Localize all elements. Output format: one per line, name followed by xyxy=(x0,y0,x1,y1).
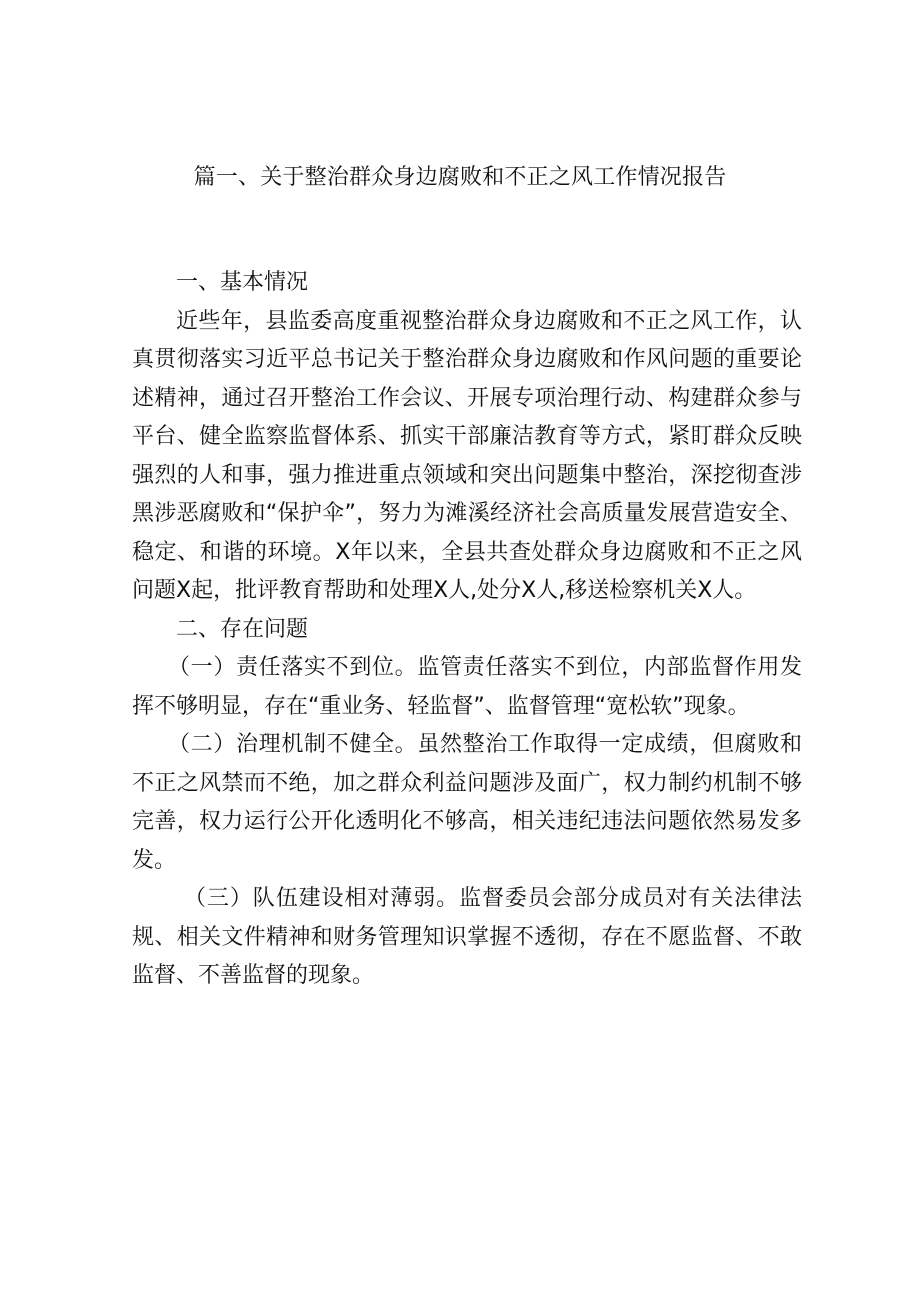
issue-paragraph-1: （一）责任落实不到位。监管责任落实不到位，内部监督作用发挥不够明显，存在“重业务、轻监督”、监督管理“宽松软”现象。 xyxy=(132,655,802,719)
issue-paragraph-3: （三）队伍建设相对薄弱。监督委员会部分成员对有关法律法规、相关文件精神和财务管理知识掌握不透彻，存在不愿监督、不敢监督、不善监督的现象。 xyxy=(132,886,802,988)
section-heading-basic-situation: 一、基本情况 xyxy=(176,270,309,295)
document-title: 篇一、关于整治群众身边腐败和不正之风工作情况报告 xyxy=(193,165,727,190)
document-body xyxy=(132,264,802,996)
section-heading-existing-problems: 二、存在问题 xyxy=(176,616,309,642)
issue-paragraph-2: （二）治理机制不健全。虽然整治工作取得一定成绩，但腐败和不正之风禁而不绝，加之群众利益问题涉及面广，权力制约机制不够完善，权力运行公开化透明化不够高，相关违纪违法问题依然易发多发。 xyxy=(132,732,802,873)
basic-situation-paragraph: 近些年，县监委高度重视整治群众身边腐败和不正之风工作，认真贯彻落实习近平总书记关于整治群众身边腐败和作风问题的重要论述精神，通过召开整治工作会议、开展专项治理行动、构建群众参与平台、健全监察监督体系、抓实干部廉洁教育等方式，紧盯群众反映强烈的人和事，强力推进重点领域和突出问题集中整治，深挖彻查涉黑涉恶腐败和“保护伞”，努力为滩溪经济社会高质量发展营造安全、稳定、和谐的环境。X年以来，全县共查处群众身边腐败和不正之风问题X起，批评教育帮助和处理X人,处分X人,移送检察机关X人。 xyxy=(132,308,802,603)
